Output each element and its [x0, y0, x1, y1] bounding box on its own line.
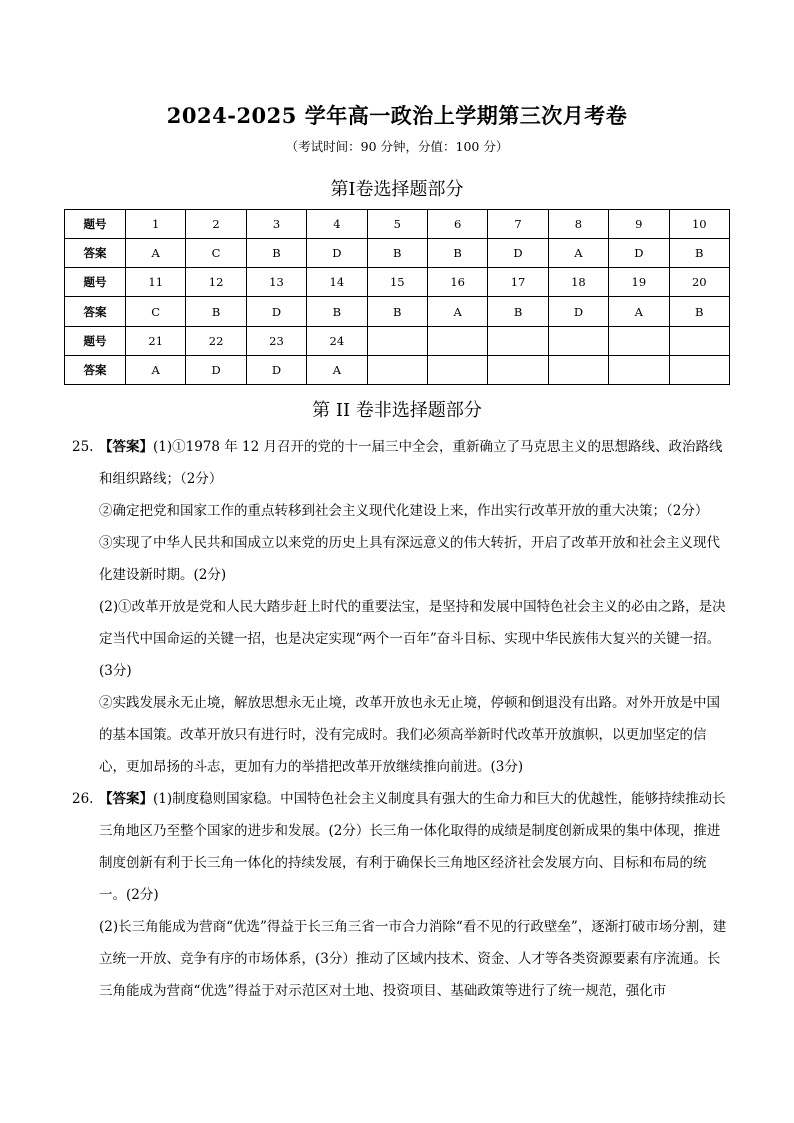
question-number: 25.	[72, 439, 94, 455]
table-cell: A	[427, 297, 487, 326]
table-cell: A	[126, 355, 186, 384]
table-cell: 18	[548, 268, 608, 297]
q25-para-4: (2)①改革开放是党和人民大踏步赶上时代的重要法宝，是坚持和发展中国特色社会主义的必由之路，是决定当代中国命运的关键一招，也是决定实现“两个一百年”奋斗目标、实现中华民族伟大复兴的关键一招。(3分)	[99, 599, 726, 679]
table-cell	[488, 355, 548, 384]
q26-para-1	[72, 783, 732, 911]
table-cell: A	[126, 239, 186, 268]
table-cell: 4	[307, 210, 367, 239]
table-cell: B	[427, 239, 487, 268]
answer-tag: 【答案】	[99, 439, 153, 455]
table-cell: A	[609, 297, 669, 326]
answer-table	[64, 209, 730, 385]
table-cell: D	[307, 239, 367, 268]
table-cell: 14	[307, 268, 367, 297]
table-cell: A	[548, 239, 608, 268]
page-title: 2024-2025 学年高一政治上学期第三次月考卷	[166, 103, 628, 128]
table-cell	[367, 326, 427, 355]
table-cell: 20	[669, 268, 729, 297]
table-cell: D	[246, 297, 306, 326]
table-cell: B	[367, 239, 427, 268]
table-cell: C	[126, 297, 186, 326]
table-cell: 3	[246, 210, 306, 239]
answer-text: (1)①1978 年 12 月召开的党的十一届三中全会，重新确立了马克思主义的思想路线、政治路线和组织路线；（2分）	[99, 439, 723, 487]
table-cell: 8	[548, 210, 608, 239]
table-cell	[488, 326, 548, 355]
table-cell	[548, 326, 608, 355]
table-cell	[669, 355, 729, 384]
q26-para-2: (2)长三角能成为营商“优选”得益于长三角三省一市合力消除“看不见的行政壁垒”，逐渐打破市场分割，建立统一开放、竞争有序的市场体系，(3分）推动了区域内技术、资金、人才等各类资源要素有序流通。长三角能成为营商“优选”得益于对示范区对土地、投资项目、基础政策等进行了统一规范，强化市	[99, 919, 727, 999]
row-label: 答案	[65, 297, 126, 326]
table-cell: B	[669, 297, 729, 326]
table-cell: 7	[488, 210, 548, 239]
table-cell	[427, 326, 487, 355]
answer-body	[72, 431, 732, 1007]
table-cell: B	[246, 239, 306, 268]
section-title-choice: 第Ⅰ卷选择题部分	[330, 179, 464, 200]
table-cell: A	[307, 355, 367, 384]
table-cell: B	[186, 297, 246, 326]
table-cell: 22	[186, 326, 246, 355]
table-cell: B	[307, 297, 367, 326]
section-title-nonchoice: 第 II 卷非选择题部分	[312, 400, 482, 421]
question-number: 26.	[72, 791, 94, 807]
table-cell: 9	[609, 210, 669, 239]
table-cell	[669, 326, 729, 355]
table-cell: 15	[367, 268, 427, 297]
table-cell: 17	[488, 268, 548, 297]
table-cell: 16	[427, 268, 487, 297]
row-label: 题号	[65, 210, 126, 239]
table-cell: D	[548, 297, 608, 326]
table-row	[65, 297, 730, 326]
table-cell: 21	[126, 326, 186, 355]
q25-para-2: ②确定把党和国家工作的重点转移到社会主义现代化建设上来，作出实行改革开放的重大决策；（2分）	[99, 503, 709, 519]
table-cell: D	[488, 239, 548, 268]
table-cell	[609, 326, 669, 355]
table-cell	[427, 355, 487, 384]
row-label: 题号	[65, 268, 126, 297]
table-cell: D	[186, 355, 246, 384]
table-row	[65, 355, 730, 384]
table-cell	[367, 355, 427, 384]
q25-para-3: ③实现了中华人民共和国成立以来党的历史上具有深远意义的伟大转折，开启了改革开放和社会主义现代化建设新时期。(2分)	[99, 535, 720, 583]
table-row	[65, 326, 730, 355]
table-cell: 23	[246, 326, 306, 355]
row-label: 答案	[65, 239, 126, 268]
table-cell: 24	[307, 326, 367, 355]
table-cell: 13	[246, 268, 306, 297]
table-cell: C	[186, 239, 246, 268]
row-label: 题号	[65, 326, 126, 355]
table-cell	[609, 355, 669, 384]
exam-info: （考试时间：90 分钟，分值：100 分）	[285, 139, 509, 154]
table-cell: 12	[186, 268, 246, 297]
table-row	[65, 239, 730, 268]
table-cell: B	[488, 297, 548, 326]
table-cell: B	[367, 297, 427, 326]
q25-para-1	[72, 431, 732, 495]
answer-text: (1)制度稳则国家稳。中国特色社会主义制度具有强大的生命力和巨大的优越性，能够持续推动长三角地区乃至整个国家的进步和发展。(2分）长三角一体化取得的成绩是制度创新成果的集中体现，推进制度创新有利于长三角一体化的持续发展，有利于确保长三角地区经济社会发展方向、目标和布局的统一。(2分)	[99, 791, 726, 903]
table-cell: 2	[186, 210, 246, 239]
table-cell: 11	[126, 268, 186, 297]
table-cell	[548, 355, 608, 384]
table-row	[65, 210, 730, 239]
table-cell: 1	[126, 210, 186, 239]
table-cell: D	[246, 355, 306, 384]
q25-para-5: ②实践发展永无止境，解放思想永无止境，改革开放也永无止境，停顿和倒退没有出路。对外开放是中国的基本国策。改革开放只有进行时，没有完成时。我们必须高举新时代改革开放旗帜，以更加坚定的信心，更加昂扬的斗志，更加有力的举措把改革开放继续推向前进。(3分)	[99, 695, 720, 775]
table-cell: B	[669, 239, 729, 268]
table-cell: 19	[609, 268, 669, 297]
table-cell: D	[609, 239, 669, 268]
row-label: 答案	[65, 355, 126, 384]
table-row	[65, 268, 730, 297]
table-cell: 6	[427, 210, 487, 239]
answer-tag: 【答案】	[99, 791, 153, 807]
table-cell: 5	[367, 210, 427, 239]
table-cell: 10	[669, 210, 729, 239]
